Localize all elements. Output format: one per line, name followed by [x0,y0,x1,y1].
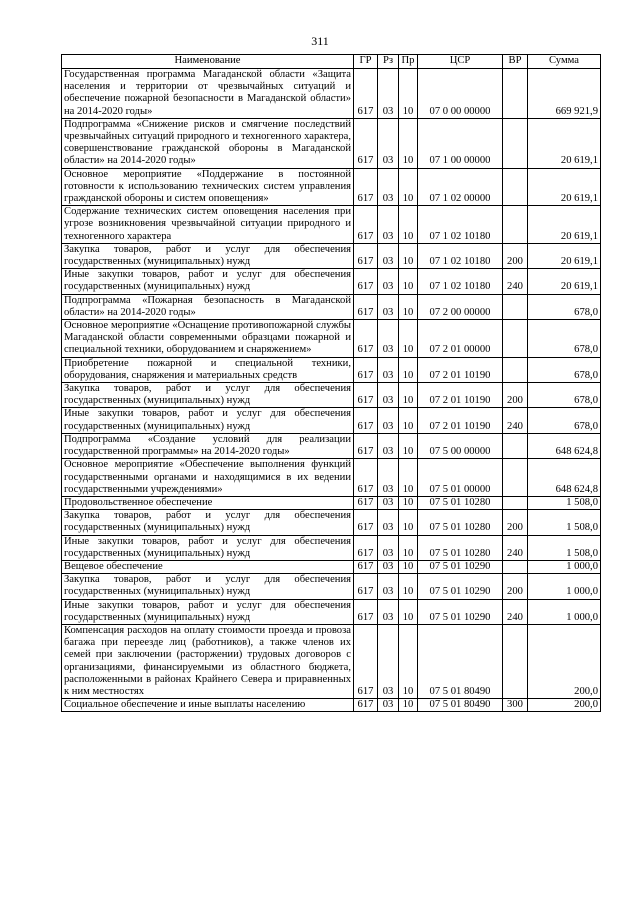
cell-csr: 07 5 01 10290 [418,560,503,573]
cell-vr [503,118,528,168]
cell-rz: 03 [378,168,399,206]
cell-csr: 07 2 01 10190 [418,383,503,408]
cell-name: Основное мероприятие «Обеспечение выполнения функций государственными органами и находящимися в их ведении государственными учреждениями» [62,459,354,497]
table-row [62,459,601,497]
cell-csr: 07 1 02 10180 [418,243,503,268]
cell-csr: 07 5 01 10290 [418,599,503,624]
cell-rz: 03 [378,433,399,458]
cell-sum: 1 508,0 [528,510,601,535]
cell-gr: 617 [354,206,378,244]
table-row [62,118,601,168]
cell-rz: 03 [378,535,399,560]
budget-table [61,54,601,712]
cell-sum: 1 000,0 [528,599,601,624]
cell-sum: 648 624,8 [528,459,601,497]
cell-gr: 617 [354,510,378,535]
table-row [62,269,601,294]
cell-rz: 03 [378,243,399,268]
cell-pr: 10 [399,433,418,458]
cell-pr: 10 [399,69,418,119]
cell-pr: 10 [399,118,418,168]
table-row [62,383,601,408]
cell-gr: 617 [354,408,378,433]
cell-vr: 240 [503,599,528,624]
cell-pr: 10 [399,269,418,294]
cell-csr: 07 5 01 10280 [418,510,503,535]
cell-csr: 07 2 01 10190 [418,408,503,433]
cell-gr: 617 [354,69,378,119]
table-row [62,69,601,119]
cell-rz: 03 [378,118,399,168]
cell-pr: 10 [399,535,418,560]
cell-rz: 03 [378,408,399,433]
cell-vr: 200 [503,243,528,268]
cell-sum: 200,0 [528,624,601,698]
cell-sum: 678,0 [528,357,601,382]
cell-sum: 20 619,1 [528,206,601,244]
cell-rz: 03 [378,69,399,119]
cell-sum: 678,0 [528,408,601,433]
table-row [62,699,601,712]
column-header-gr: ГР [354,55,378,69]
cell-csr: 07 2 01 00000 [418,320,503,358]
table-row [62,510,601,535]
cell-name: Закупка товаров, работ и услуг для обеспечения государственных (муниципальных) нужд [62,574,354,599]
cell-pr: 10 [399,699,418,712]
cell-gr: 617 [354,699,378,712]
table-header-row [62,55,601,69]
cell-gr: 617 [354,357,378,382]
cell-gr: 617 [354,243,378,268]
cell-sum: 669 921,9 [528,69,601,119]
cell-vr [503,459,528,497]
cell-rz: 03 [378,496,399,509]
cell-name: Закупка товаров, работ и услуг для обеспечения государственных (муниципальных) нужд [62,243,354,268]
cell-name: Иные закупки товаров, работ и услуг для обеспечения государственных (муниципальных) нужд [62,408,354,433]
cell-gr: 617 [354,624,378,698]
cell-rz: 03 [378,206,399,244]
cell-name: Государственная программа Магаданской области «Защита населения и территории от чрезвычайных ситуаций и обеспечение пожарной безопасности в Магаданской области» на 2014-2020 годы» [62,69,354,119]
table-row [62,320,601,358]
cell-csr: 07 5 01 80490 [418,699,503,712]
cell-sum: 20 619,1 [528,269,601,294]
cell-vr: 240 [503,408,528,433]
cell-gr: 617 [354,496,378,509]
cell-name: Иные закупки товаров, работ и услуг для обеспечения государственных (муниципальных) нужд [62,535,354,560]
cell-name: Подпрограмма «Создание условий для реализации государственной программы» на 2014-2020 годы» [62,433,354,458]
cell-pr: 10 [399,496,418,509]
column-header-pr: Пр [399,55,418,69]
cell-vr [503,320,528,358]
cell-csr: 07 1 02 10180 [418,206,503,244]
cell-name: Подпрограмма «Пожарная безопасность в Магаданской области» на 2014-2020 годы» [62,294,354,319]
cell-pr: 10 [399,294,418,319]
cell-pr: 10 [399,383,418,408]
table-row [62,574,601,599]
table-row [62,496,601,509]
cell-name: Закупка товаров, работ и услуг для обеспечения государственных (муниципальных) нужд [62,383,354,408]
cell-vr: 240 [503,269,528,294]
column-header-name: Наименование [62,55,354,69]
cell-gr: 617 [354,269,378,294]
cell-csr: 07 1 02 10180 [418,269,503,294]
cell-csr: 07 1 02 00000 [418,168,503,206]
cell-name: Подпрограмма «Снижение рисков и смягчение последствий чрезвычайных ситуаций природного и техногенного характера, совершенствование гражданской обороны в Магаданской области» на 2014-2020 годы» [62,118,354,168]
cell-csr: 07 5 00 00000 [418,433,503,458]
cell-name: Основное мероприятие «Оснащение противопожарной службы Магаданской области современными образцами пожарной и специальной техники, оборудованием и снаряжением» [62,320,354,358]
table-row [62,408,601,433]
cell-gr: 617 [354,168,378,206]
cell-rz: 03 [378,383,399,408]
table-row [62,243,601,268]
cell-sum: 1 508,0 [528,496,601,509]
cell-sum: 20 619,1 [528,243,601,268]
cell-pr: 10 [399,560,418,573]
cell-gr: 617 [354,459,378,497]
cell-rz: 03 [378,699,399,712]
cell-sum: 678,0 [528,383,601,408]
column-header-sum: Сумма [528,55,601,69]
cell-rz: 03 [378,560,399,573]
cell-vr [503,206,528,244]
cell-sum: 1 000,0 [528,560,601,573]
cell-name: Компенсация расходов на оплату стоимости проезда и провоза багажа при переезде лиц (работников), а также членов их семей при заключении (расторжении) трудовых договоров с организациями, финансируемыми из областного бюджета, расположенными в районах Крайнего Севера и приравненных к ним местностях [62,624,354,698]
cell-name: Основное мероприятие «Поддержание в постоянной готовности к использованию технических систем управления гражданской обороны и систем оповещения» [62,168,354,206]
cell-rz: 03 [378,510,399,535]
cell-gr: 617 [354,535,378,560]
cell-name: Социальное обеспечение и иные выплаты населению [62,699,354,712]
table-row [62,599,601,624]
cell-rz: 03 [378,294,399,319]
cell-csr: 07 5 01 10280 [418,496,503,509]
cell-rz: 03 [378,459,399,497]
column-header-csr: ЦСР [418,55,503,69]
cell-pr: 10 [399,206,418,244]
column-header-rz: Рз [378,55,399,69]
cell-gr: 617 [354,599,378,624]
cell-sum: 20 619,1 [528,168,601,206]
cell-sum: 20 619,1 [528,118,601,168]
cell-rz: 03 [378,599,399,624]
cell-csr: 07 2 01 10190 [418,357,503,382]
cell-vr [503,624,528,698]
cell-sum: 1 000,0 [528,574,601,599]
cell-name: Содержание технических систем оповещения населения при угрозе возникновения чрезвычайной ситуации природного и техногенного характера [62,206,354,244]
cell-csr: 07 5 01 00000 [418,459,503,497]
table-row [62,294,601,319]
cell-name: Вещевое обеспечение [62,560,354,573]
table-row [62,560,601,573]
cell-csr: 07 1 00 00000 [418,118,503,168]
cell-gr: 617 [354,433,378,458]
cell-pr: 10 [399,574,418,599]
page-number: 311 [311,34,329,48]
cell-vr [503,496,528,509]
table-row [62,535,601,560]
cell-pr: 10 [399,624,418,698]
cell-csr: 07 5 01 10290 [418,574,503,599]
table-row [62,206,601,244]
cell-sum: 1 508,0 [528,535,601,560]
cell-rz: 03 [378,269,399,294]
cell-vr: 200 [503,574,528,599]
cell-gr: 617 [354,320,378,358]
cell-sum: 678,0 [528,294,601,319]
table-row [62,433,601,458]
cell-pr: 10 [399,320,418,358]
table-row [62,168,601,206]
cell-vr: 200 [503,383,528,408]
cell-name: Закупка товаров, работ и услуг для обеспечения государственных (муниципальных) нужд [62,510,354,535]
cell-vr: 200 [503,510,528,535]
table-body [62,69,601,712]
cell-pr: 10 [399,510,418,535]
cell-rz: 03 [378,357,399,382]
cell-gr: 617 [354,574,378,599]
cell-vr [503,357,528,382]
cell-pr: 10 [399,408,418,433]
cell-sum: 200,0 [528,699,601,712]
cell-pr: 10 [399,168,418,206]
cell-vr [503,294,528,319]
cell-pr: 10 [399,357,418,382]
cell-name: Приобретение пожарной и специальной техники, оборудования, снаряжения и материальных средств [62,357,354,382]
cell-pr: 10 [399,599,418,624]
column-header-vr: ВР [503,55,528,69]
cell-gr: 617 [354,118,378,168]
cell-rz: 03 [378,320,399,358]
cell-csr: 07 0 00 00000 [418,69,503,119]
cell-gr: 617 [354,383,378,408]
cell-rz: 03 [378,624,399,698]
cell-vr: 300 [503,699,528,712]
cell-csr: 07 5 01 10280 [418,535,503,560]
table-row [62,624,601,698]
cell-vr [503,69,528,119]
cell-pr: 10 [399,243,418,268]
cell-vr [503,168,528,206]
cell-gr: 617 [354,294,378,319]
cell-vr [503,560,528,573]
cell-sum: 648 624,8 [528,433,601,458]
cell-vr: 240 [503,535,528,560]
cell-name: Продовольственное обеспечение [62,496,354,509]
cell-pr: 10 [399,459,418,497]
cell-sum: 678,0 [528,320,601,358]
cell-name: Иные закупки товаров, работ и услуг для обеспечения государственных (муниципальных) нужд [62,269,354,294]
cell-csr: 07 2 00 00000 [418,294,503,319]
cell-rz: 03 [378,574,399,599]
cell-name: Иные закупки товаров, работ и услуг для обеспечения государственных (муниципальных) нужд [62,599,354,624]
cell-vr [503,433,528,458]
table-row [62,357,601,382]
cell-csr: 07 5 01 80490 [418,624,503,698]
cell-gr: 617 [354,560,378,573]
